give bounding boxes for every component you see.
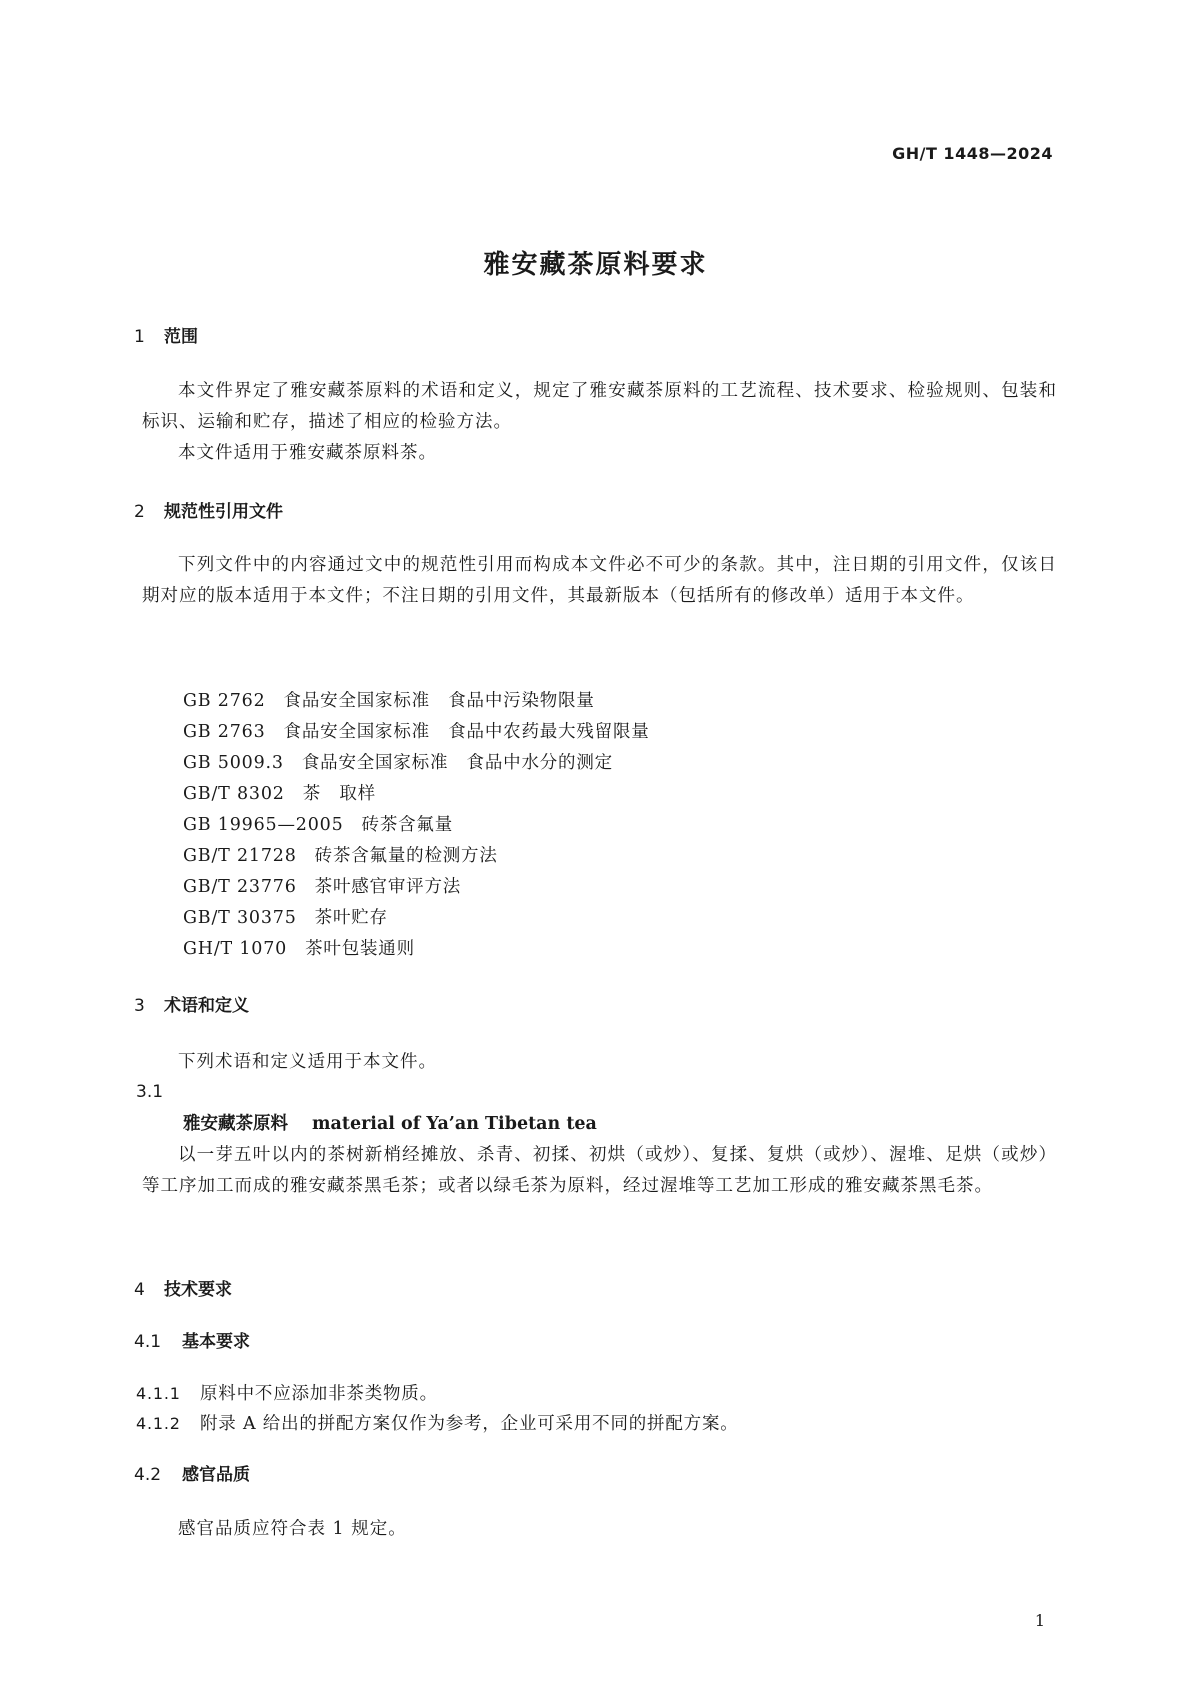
section-3-heading	[134, 991, 249, 1016]
section-2-intro: 下列文件中的内容通过文中的规范性引用而构成本文件必不可少的条款。其中，注日期的引用文件，仅该日期对应的版本适用于本文件；不注日期的引用文件，其最新版本（包括所有的修改单）适用于本文件。	[142, 555, 1057, 606]
page-number: 1	[1034, 1611, 1045, 1630]
clause-text: 附录 A 给出的拼配方案仅作为参考，企业可采用不同的拼配方案。	[200, 1414, 739, 1434]
section-1-paragraph-1: 本文件界定了雅安藏茶原料的术语和定义，规定了雅安藏茶原料的工艺流程、技术要求、检验规则、包装和标识、运输和贮存，描述了相应的检验方法。	[142, 381, 1057, 432]
section-4-heading	[134, 1275, 232, 1300]
reference-title: 食品安全国家标准 食品中污染物限量	[283, 691, 595, 711]
section-number: 2	[134, 502, 145, 522]
clause-number: 4.1.2	[136, 1414, 181, 1433]
section-number: 3	[134, 996, 145, 1016]
document-title: 雅安藏茶原料要求	[483, 250, 708, 280]
normative-references-list	[183, 686, 650, 965]
reference-item	[183, 841, 650, 872]
term-entry	[183, 1110, 597, 1135]
reference-code: GB 2763	[183, 722, 266, 742]
subsection-title: 感官品质	[182, 1465, 250, 1485]
section-1-paragraph-2: 本文件适用于雅安藏茶原料茶。	[178, 443, 437, 463]
subsection-number: 4.2	[134, 1465, 162, 1485]
reference-title: 茶叶贮存	[314, 908, 388, 928]
subsection-number: 4.1	[134, 1332, 162, 1352]
reference-title: 茶 取样	[302, 784, 376, 804]
subsection-4-2-heading	[134, 1460, 250, 1485]
reference-title: 食品安全国家标准 食品中水分的测定	[301, 753, 613, 773]
section-number: 4	[134, 1280, 145, 1300]
term-chinese: 雅安藏茶原料	[183, 1114, 288, 1134]
reference-code: GH/T 1070	[183, 939, 288, 959]
reference-item	[183, 810, 650, 841]
reference-item	[183, 779, 650, 810]
reference-title: 茶叶感官审评方法	[314, 877, 462, 897]
reference-item	[183, 872, 650, 903]
clause-number: 4.1.1	[136, 1384, 181, 1403]
reference-code: GB/T 30375	[183, 908, 297, 928]
term-definition: 以一芽五叶以内的茶树新梢经摊放、杀青、初揉、初烘（或炒）、复揉、复烘（或炒）、渥堆、足烘（或炒）等工序加工而成的雅安藏茶黑毛茶；或者以绿毛茶为原料，经过渥堆等工艺加工形成的雅安藏茶黑毛茶。	[142, 1145, 1057, 1196]
clause-text: 原料中不应添加非茶类物质。	[200, 1384, 438, 1404]
section-2-heading	[134, 497, 283, 522]
section-title: 技术要求	[164, 1280, 232, 1300]
reference-title: 食品安全国家标准 食品中农药最大残留限量	[283, 722, 650, 742]
reference-code: GB 2762	[183, 691, 266, 711]
section-title: 范围	[164, 327, 198, 347]
section-1-heading	[134, 322, 198, 347]
reference-code: GB 19965—2005	[183, 815, 344, 835]
term-english: material of Ya’an Tibetan tea	[312, 1114, 597, 1134]
reference-item	[183, 934, 650, 965]
section-title: 规范性引用文件	[164, 502, 283, 522]
reference-title: 茶叶包装通则	[305, 939, 415, 959]
reference-item	[183, 717, 650, 748]
reference-item	[183, 686, 650, 717]
clause-4-1-2	[136, 1410, 739, 1435]
section-number: 1	[134, 327, 145, 347]
reference-code: GB/T 21728	[183, 846, 297, 866]
term-number: 3.1	[136, 1082, 164, 1102]
reference-code: GB/T 8302	[183, 784, 285, 804]
reference-code: GB/T 23776	[183, 877, 297, 897]
reference-code: GB 5009.3	[183, 753, 284, 773]
reference-item	[183, 748, 650, 779]
subsection-4-2-text: 感官品质应符合表 1 规定。	[178, 1519, 407, 1539]
reference-title: 砖茶含氟量的检测方法	[314, 846, 498, 866]
subsection-4-1-heading	[134, 1327, 250, 1352]
section-title: 术语和定义	[164, 996, 249, 1016]
subsection-title: 基本要求	[182, 1332, 250, 1352]
section-3-intro: 下列术语和定义适用于本文件。	[178, 1052, 437, 1072]
reference-item	[183, 903, 650, 934]
reference-title: 砖茶含氟量	[361, 815, 454, 835]
clause-4-1-1	[136, 1380, 438, 1405]
standard-number: GH/T 1448—2024	[892, 144, 1053, 163]
